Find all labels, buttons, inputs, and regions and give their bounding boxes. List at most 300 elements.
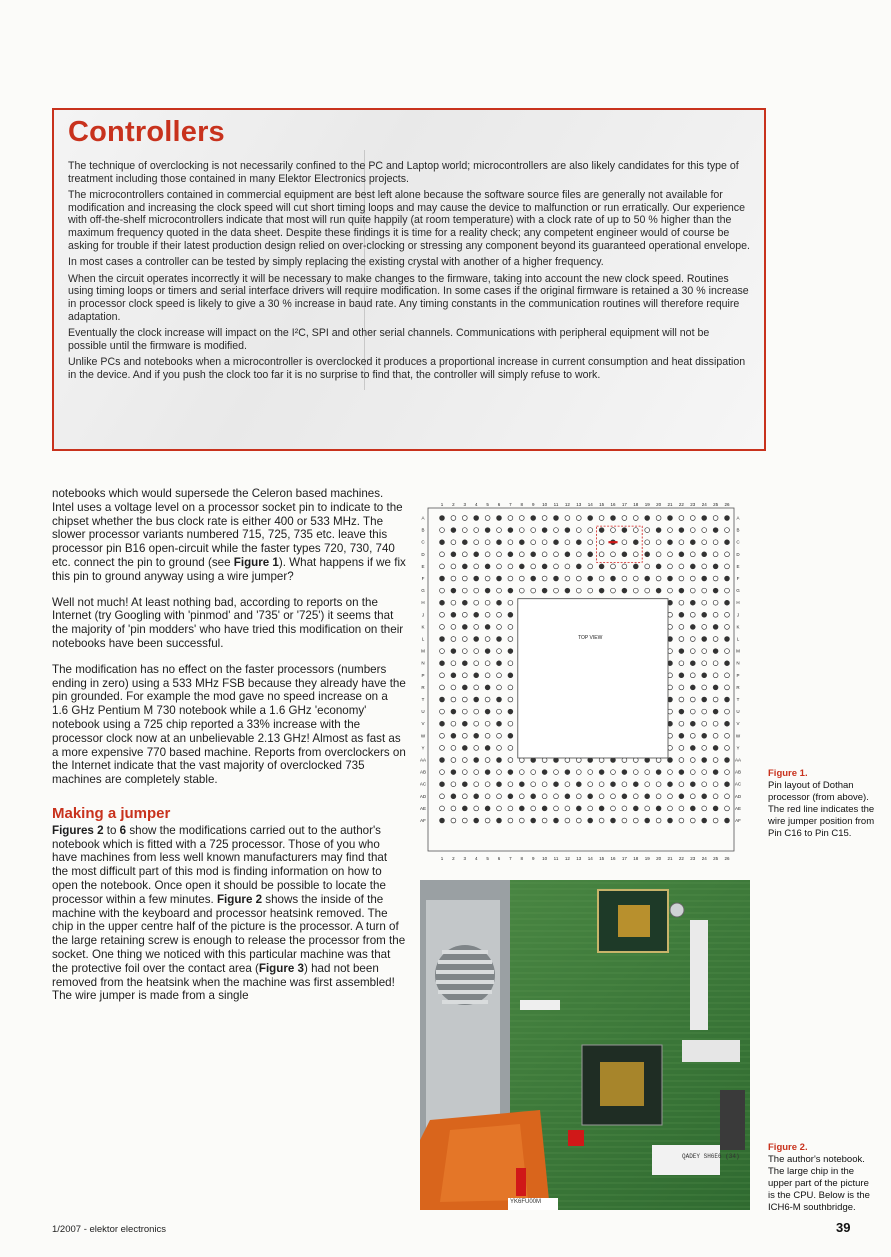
pin: [554, 794, 559, 799]
pin: [485, 540, 490, 545]
pin: [508, 794, 513, 799]
pin: [497, 576, 502, 581]
pin: [565, 806, 570, 811]
pin: [645, 528, 650, 533]
pin: [440, 564, 445, 569]
column-label: 4: [474, 856, 478, 861]
pin: [474, 770, 479, 775]
pin: [679, 746, 684, 751]
pin: [656, 818, 661, 823]
pin: [690, 709, 695, 714]
pin: [588, 782, 593, 787]
pin: [576, 540, 581, 545]
pin: [690, 564, 695, 569]
pin: [725, 540, 730, 545]
column-label: 23: [690, 502, 696, 507]
row-label: V: [736, 721, 740, 727]
pin: [485, 588, 490, 593]
pin: [702, 552, 707, 557]
pin: [702, 600, 707, 605]
pin: [690, 576, 695, 581]
pin: [690, 552, 695, 557]
pin: [611, 576, 616, 581]
pin: [690, 600, 695, 605]
pin: [462, 818, 467, 823]
pin: [656, 782, 661, 787]
row-label: M: [736, 648, 740, 654]
pin: [713, 649, 718, 654]
pin: [440, 733, 445, 738]
section-heading: Making a jumper: [52, 804, 171, 822]
column-label: 7: [509, 856, 512, 861]
pin: [508, 637, 513, 642]
pin: [565, 782, 570, 787]
pin: [474, 661, 479, 666]
pin: [565, 528, 570, 533]
pin: [485, 733, 490, 738]
pin: [690, 818, 695, 823]
pin: [508, 600, 513, 605]
pin: [725, 661, 730, 666]
row-label: Y: [421, 745, 425, 751]
top-view-label: TOP VIEW: [578, 635, 603, 641]
column-label: 24: [701, 856, 707, 861]
row-label: AC: [734, 781, 742, 787]
pin: [713, 770, 718, 775]
pin: [622, 516, 627, 521]
pin: [702, 625, 707, 630]
pin: [485, 637, 490, 642]
pin: [725, 721, 730, 726]
pin: [508, 685, 513, 690]
pin: [702, 806, 707, 811]
pin: [497, 625, 502, 630]
column-label: 7: [509, 502, 512, 507]
pin: [599, 770, 604, 775]
pin: [702, 770, 707, 775]
pin: [451, 782, 456, 787]
pin: [451, 806, 456, 811]
pin: [588, 540, 593, 545]
die-area: [518, 599, 668, 758]
pin: [554, 564, 559, 569]
pin: [611, 528, 616, 533]
pin: [462, 612, 467, 617]
pin: [531, 528, 536, 533]
pin: [622, 806, 627, 811]
pin: [599, 806, 604, 811]
column-label: 24: [701, 502, 707, 507]
pin: [713, 625, 718, 630]
column-label: 17: [621, 856, 627, 861]
pin: [531, 770, 536, 775]
pin: [519, 564, 524, 569]
pin: [508, 540, 513, 545]
figure-reference: Figure 3: [258, 961, 304, 975]
pin: [531, 782, 536, 787]
pin: [519, 528, 524, 533]
pin: [668, 564, 673, 569]
pin: [497, 721, 502, 726]
pin: [519, 540, 524, 545]
pin: [542, 576, 547, 581]
pin: [451, 661, 456, 666]
column-label: 9: [531, 856, 535, 861]
pin: [713, 588, 718, 593]
pin: [713, 709, 718, 714]
column-label: 19: [644, 502, 650, 507]
pin: [690, 612, 695, 617]
pin: [713, 612, 718, 617]
pin: [474, 806, 479, 811]
pin: [725, 528, 730, 533]
pin: [622, 564, 627, 569]
pin: [690, 721, 695, 726]
pin: [679, 564, 684, 569]
pin: [690, 625, 695, 630]
pin: [713, 782, 718, 787]
pin: [497, 612, 502, 617]
row-label: AB: [420, 769, 427, 775]
pin: [485, 625, 490, 630]
pin: [451, 576, 456, 581]
pin: [656, 806, 661, 811]
pin: [497, 528, 502, 533]
pin: [611, 564, 616, 569]
column-label: 12: [564, 856, 570, 861]
column-label: 25: [713, 502, 719, 507]
pin: [702, 818, 707, 823]
row-label: U: [421, 709, 425, 715]
pin: [440, 612, 445, 617]
column-label: 4: [474, 502, 478, 507]
row-label: D: [421, 551, 425, 557]
row-label: F: [421, 576, 425, 581]
sidebar-title: Controllers: [68, 116, 225, 148]
pin: [474, 540, 479, 545]
pin: [462, 758, 467, 763]
pin: [519, 794, 524, 799]
row-label: P: [736, 672, 740, 678]
pin: [713, 721, 718, 726]
pin: [508, 588, 513, 593]
pin: [633, 818, 638, 823]
pin: [668, 770, 673, 775]
pin: [633, 528, 638, 533]
pin: [462, 600, 467, 605]
pin: [519, 782, 524, 787]
pin: [440, 588, 445, 593]
pin: [485, 552, 490, 557]
pin: [451, 733, 456, 738]
pin: [645, 552, 650, 557]
pin: [679, 661, 684, 666]
pin: [645, 516, 650, 521]
pin: [713, 806, 718, 811]
pin: [542, 770, 547, 775]
pin: [485, 709, 490, 714]
pin: [508, 697, 513, 702]
pin: [531, 576, 536, 581]
pin: [485, 649, 490, 654]
figure-reference: Figure 1: [233, 555, 279, 569]
pin: [725, 564, 730, 569]
column-label: 20: [656, 502, 662, 507]
column-label: 9: [531, 502, 535, 507]
pin: [542, 540, 547, 545]
pin: [451, 637, 456, 642]
pin: [451, 721, 456, 726]
row-label: Y: [736, 745, 740, 751]
pin: [713, 540, 718, 545]
pin: [679, 794, 684, 799]
pin: [690, 649, 695, 654]
column-label: 15: [599, 856, 605, 861]
pin: [633, 782, 638, 787]
pin: [588, 528, 593, 533]
pin: [508, 709, 513, 714]
pin: [485, 794, 490, 799]
column-label: 8: [520, 856, 524, 861]
pin: [440, 746, 445, 751]
pin: [576, 564, 581, 569]
pin: [656, 540, 661, 545]
pin: [440, 528, 445, 533]
column-label: 6: [497, 502, 501, 507]
pin: [554, 576, 559, 581]
pin: [576, 806, 581, 811]
pin: [656, 770, 661, 775]
column-label: 5: [486, 856, 489, 861]
pin: [451, 746, 456, 751]
pin: [702, 637, 707, 642]
column-label: 21: [667, 502, 673, 507]
pin: [668, 782, 673, 787]
pin: [440, 818, 445, 823]
pin: [451, 758, 456, 763]
column-label: 5: [486, 502, 489, 507]
pin: [690, 746, 695, 751]
pin: [485, 782, 490, 787]
pin: [554, 782, 559, 787]
pin: [713, 528, 718, 533]
pin: [725, 709, 730, 714]
pin: [531, 540, 536, 545]
row-label: B: [421, 527, 425, 533]
pin: [519, 588, 524, 593]
pin: [497, 685, 502, 690]
figure-reference: Figures 2: [52, 823, 104, 837]
pin: [725, 733, 730, 738]
pin: [702, 612, 707, 617]
pin: [702, 649, 707, 654]
column-label: 22: [678, 502, 684, 507]
pin: [668, 540, 673, 545]
pin: [497, 794, 502, 799]
column-label: 6: [497, 856, 501, 861]
figure-1-pin-layout: [420, 500, 742, 865]
pin: [690, 637, 695, 642]
pin: [440, 552, 445, 557]
pin: [702, 733, 707, 738]
pin: [485, 685, 490, 690]
figure-label: Figure 1.: [768, 768, 808, 779]
pin: [497, 806, 502, 811]
pin: [508, 649, 513, 654]
pin: [725, 697, 730, 702]
pin: [462, 588, 467, 593]
pin: [462, 576, 467, 581]
pin: [725, 818, 730, 823]
pin: [668, 588, 673, 593]
pin: [679, 673, 684, 678]
pin: [451, 818, 456, 823]
body-paragraph: The modification has no effect on the faster processors (numbers ending in zero) using a 533 MHz FSB because they already have the pin grounded. For example the mod gave no speed increase on a 1.6 GHz Pentium M 730 notebook while a 1.6 GHz 'economy' notebook using a 725 chip reported a 33% increase with the processor clock now at an unbelievable 2.13 GHz! Almost as fast as a more expensive 770 based machine. Reports from overclockers on the Internet indicate that the vast majority of overclocked 735 machines are completely stable.: [52, 662, 406, 787]
pin: [645, 576, 650, 581]
column-label: 25: [713, 856, 719, 861]
pin: [451, 673, 456, 678]
pin: [474, 625, 479, 630]
pin: [440, 782, 445, 787]
pin: [462, 516, 467, 521]
pin: [462, 721, 467, 726]
pin: [554, 806, 559, 811]
pin: [474, 685, 479, 690]
pin: [713, 733, 718, 738]
pin: [508, 782, 513, 787]
pin: [690, 673, 695, 678]
pin: [679, 576, 684, 581]
pin: [725, 673, 730, 678]
pin: [679, 709, 684, 714]
pin: [474, 637, 479, 642]
pin: [440, 697, 445, 702]
pin: [588, 770, 593, 775]
pin: [690, 806, 695, 811]
row-label: U: [736, 709, 740, 715]
pin: [588, 564, 593, 569]
pin: [668, 806, 673, 811]
pin: [462, 661, 467, 666]
pin: [645, 540, 650, 545]
pin: [451, 649, 456, 654]
pin: [508, 770, 513, 775]
pin: [679, 818, 684, 823]
pin: [645, 818, 650, 823]
pin: [725, 770, 730, 775]
pin: [725, 600, 730, 605]
footer-issue: 1/2007 - elektor electronics: [52, 1224, 167, 1235]
pin: [725, 612, 730, 617]
pin: [576, 588, 581, 593]
pin: [599, 564, 604, 569]
pin: [576, 528, 581, 533]
pin: [679, 782, 684, 787]
row-label: AD: [420, 793, 427, 799]
row-label: J: [736, 612, 740, 618]
body-text: to: [103, 823, 120, 837]
pin: [485, 746, 490, 751]
pin: [508, 552, 513, 557]
pin: [531, 564, 536, 569]
pin: [725, 782, 730, 787]
pin: [702, 697, 707, 702]
pin: [462, 649, 467, 654]
pin: [497, 733, 502, 738]
pin: [462, 625, 467, 630]
pin: [725, 516, 730, 521]
pin: [690, 758, 695, 763]
pin: [497, 746, 502, 751]
row-label: K: [421, 624, 425, 630]
pin: [679, 697, 684, 702]
row-label: AE: [734, 805, 742, 811]
pin: [725, 552, 730, 557]
pin: [622, 576, 627, 581]
row-label: A: [421, 515, 425, 521]
row-label: N: [421, 660, 425, 666]
pin: [474, 709, 479, 714]
pin: [462, 709, 467, 714]
column-label: 3: [463, 502, 467, 507]
pin: [633, 806, 638, 811]
pin: [679, 758, 684, 763]
pin: [576, 576, 581, 581]
column-label: 14: [587, 856, 593, 861]
pin: [508, 612, 513, 617]
pin: [497, 661, 502, 666]
pin: [599, 576, 604, 581]
pin: [440, 516, 445, 521]
pin: [679, 516, 684, 521]
pin: [656, 794, 661, 799]
figure-label: Figure 2.: [768, 1142, 808, 1153]
pin: [451, 528, 456, 533]
pin: [599, 782, 604, 787]
pin: [702, 516, 707, 521]
column-label: 18: [633, 502, 639, 507]
pin: [497, 588, 502, 593]
pin: [702, 673, 707, 678]
pin: [702, 588, 707, 593]
pin: [462, 673, 467, 678]
pin: [588, 588, 593, 593]
pin: [474, 612, 479, 617]
column-label: 17: [621, 502, 627, 507]
pin: [611, 794, 616, 799]
column-label: 13: [576, 502, 582, 507]
pin: [474, 721, 479, 726]
pin: [702, 746, 707, 751]
pin: [599, 528, 604, 533]
pin: [485, 806, 490, 811]
pin: [440, 649, 445, 654]
pin: [599, 552, 604, 557]
pin-layout-diagram: [420, 500, 742, 865]
pin: [485, 818, 490, 823]
pin: [451, 685, 456, 690]
pin: [497, 516, 502, 521]
pin: [679, 612, 684, 617]
pin: [508, 733, 513, 738]
pin: [702, 540, 707, 545]
pin: [588, 576, 593, 581]
column-label: 21: [667, 856, 673, 861]
pin: [542, 782, 547, 787]
pin: [679, 552, 684, 557]
pin: [702, 564, 707, 569]
pin: [713, 746, 718, 751]
